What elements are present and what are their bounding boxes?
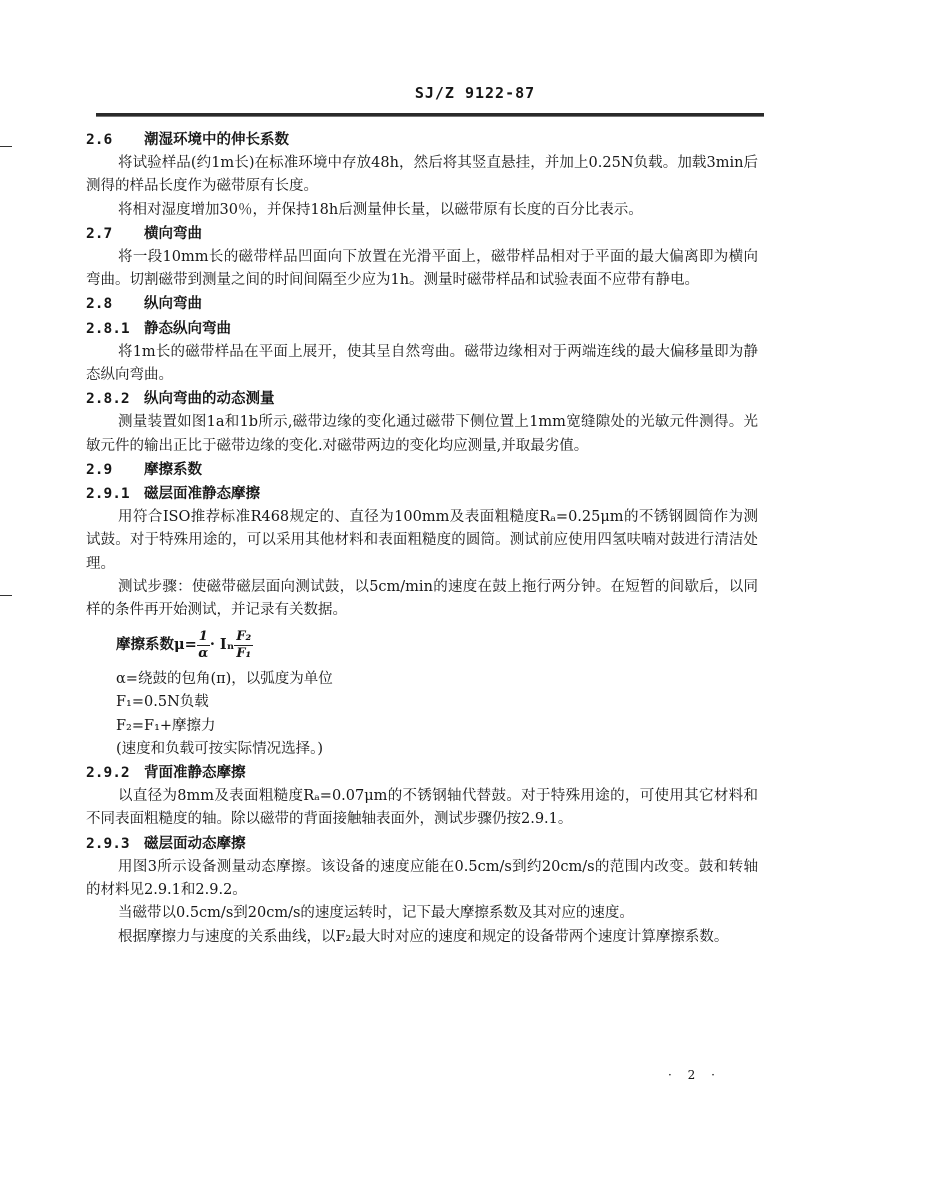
page-number: · 2 · (668, 1068, 721, 1082)
section-heading: 2.7 横向弯曲 (86, 224, 202, 242)
paragraph: 将1m长的磁带样品在平面上展开，使其呈自然弯曲。磁带边缘相对于两端连线的最大偏移量即为静态纵向弯曲。 (86, 343, 758, 384)
paragraph: 将试验样品(约1m长)在标准环境中存放48h，然后将其竖直悬挂，并加上0.25N负载。加载3min后测得的样品长度作为磁带原有长度。 (86, 155, 758, 195)
definition: (速度和负载可按实际情况选择。) (116, 740, 324, 757)
definition: α=绕鼓的包角(π)，以弧度为单位 (116, 671, 333, 688)
paragraph: 当磁带以0.5cm/s到20cm/s的速度运转时，记下最大摩擦系数及其对应的速度。 (118, 905, 634, 922)
header-rule (96, 113, 764, 117)
paragraph: 将一段10mm长的磁带样品凹面向下放置在光滑平面上，磁带样品相对于平面的最大偏离即为横向弯曲。切割磁带到测量之间的时间间隔至少应为1h。测量时磁带样品和试验表面不应带有静电。 (86, 249, 758, 289)
fraction: $\frac{\text{F₂}}{\text{F₁}}$ (236, 628, 252, 661)
document-body (86, 128, 758, 949)
paragraph: 用符合ISO推荐标准R468规定的、直径为100mm及表面粗糙度Rₐ=0.25μm的不锈钢圆筒作为测试鼓。对于特殊用途的，可以采用其他材料和表面粗糙度的圆筒。测试前应使用四氢呋喃对鼓进行清洁处理。 (86, 509, 758, 572)
paragraph: 根据摩擦力与速度的关系曲线，以F₂最大时对应的速度和规定的设备带两个速度计算摩擦系数。 (118, 928, 729, 945)
section-heading: 2.9 摩擦系数 (86, 460, 202, 478)
margin-mark (0, 595, 12, 596)
section-heading: 2.8 纵向弯曲 (86, 295, 202, 313)
section-heading: 2.9.3 磁层面动态摩擦 (86, 834, 246, 852)
fraction: $\frac{1}{\alpha}$ (198, 628, 209, 661)
paragraph: 测量装置如图1a和1b所示,磁带边缘的变化通过磁带下侧位置上1mm宽缝隙处的光敏元件测得。光敏元件的输出正比于磁带边缘的变化.对磁带两边的变化均应测量,并取最劣值。 (86, 414, 758, 454)
standard-code-header: SJ/Z 9122-87 (414, 84, 536, 102)
friction-formula: 摩擦系数μ= $\frac{1}{\alpha}$ · Iₙ $\frac{\text{F₂}}{\text{F₁}}$ (116, 628, 252, 661)
paragraph: 将相对湿度增加30％，并保持18h后测量伸长量，以磁带原有长度的百分比表示。 (118, 201, 643, 218)
section-heading: 2.8.1 静态纵向弯曲 (86, 319, 231, 337)
section-heading: 2.8.2 纵向弯曲的动态测量 (86, 390, 275, 408)
paragraph: 测试步骤：使磁带磁层面向测试鼓，以5cm/min的速度在鼓上拖行两分钟。在短暂的间歇后，以同样的条件再开始测试，并记录有关数据。 (86, 578, 758, 619)
margin-mark (0, 146, 12, 147)
section-heading: 2.6 潮湿环境中的伸长系数 (86, 131, 289, 148)
paragraph: 用图3所示设备测量动态摩擦。该设备的速度应能在0.5cm/s到约20cm/s的范围内改变。鼓和转轴的材料见2.9.1和2.9.2。 (86, 858, 758, 899)
paragraph: 以直径为8mm及表面粗糙度Rₐ=0.07μm的不锈钢轴代替鼓。对于特殊用途的，可使用其它材料和不同表面粗糙度的轴。除以磁带的背面接触轴表面外，测试步骤仍按2.9.1。 (86, 788, 758, 828)
definition: F₁=0.5N负载 (116, 694, 209, 711)
section-heading: 2.9.2 背面准静态摩擦 (86, 764, 246, 782)
section-heading: 2.9.1 磁层面准静态摩擦 (86, 485, 260, 503)
definition: F₂=F₁+摩擦力 (116, 717, 216, 734)
